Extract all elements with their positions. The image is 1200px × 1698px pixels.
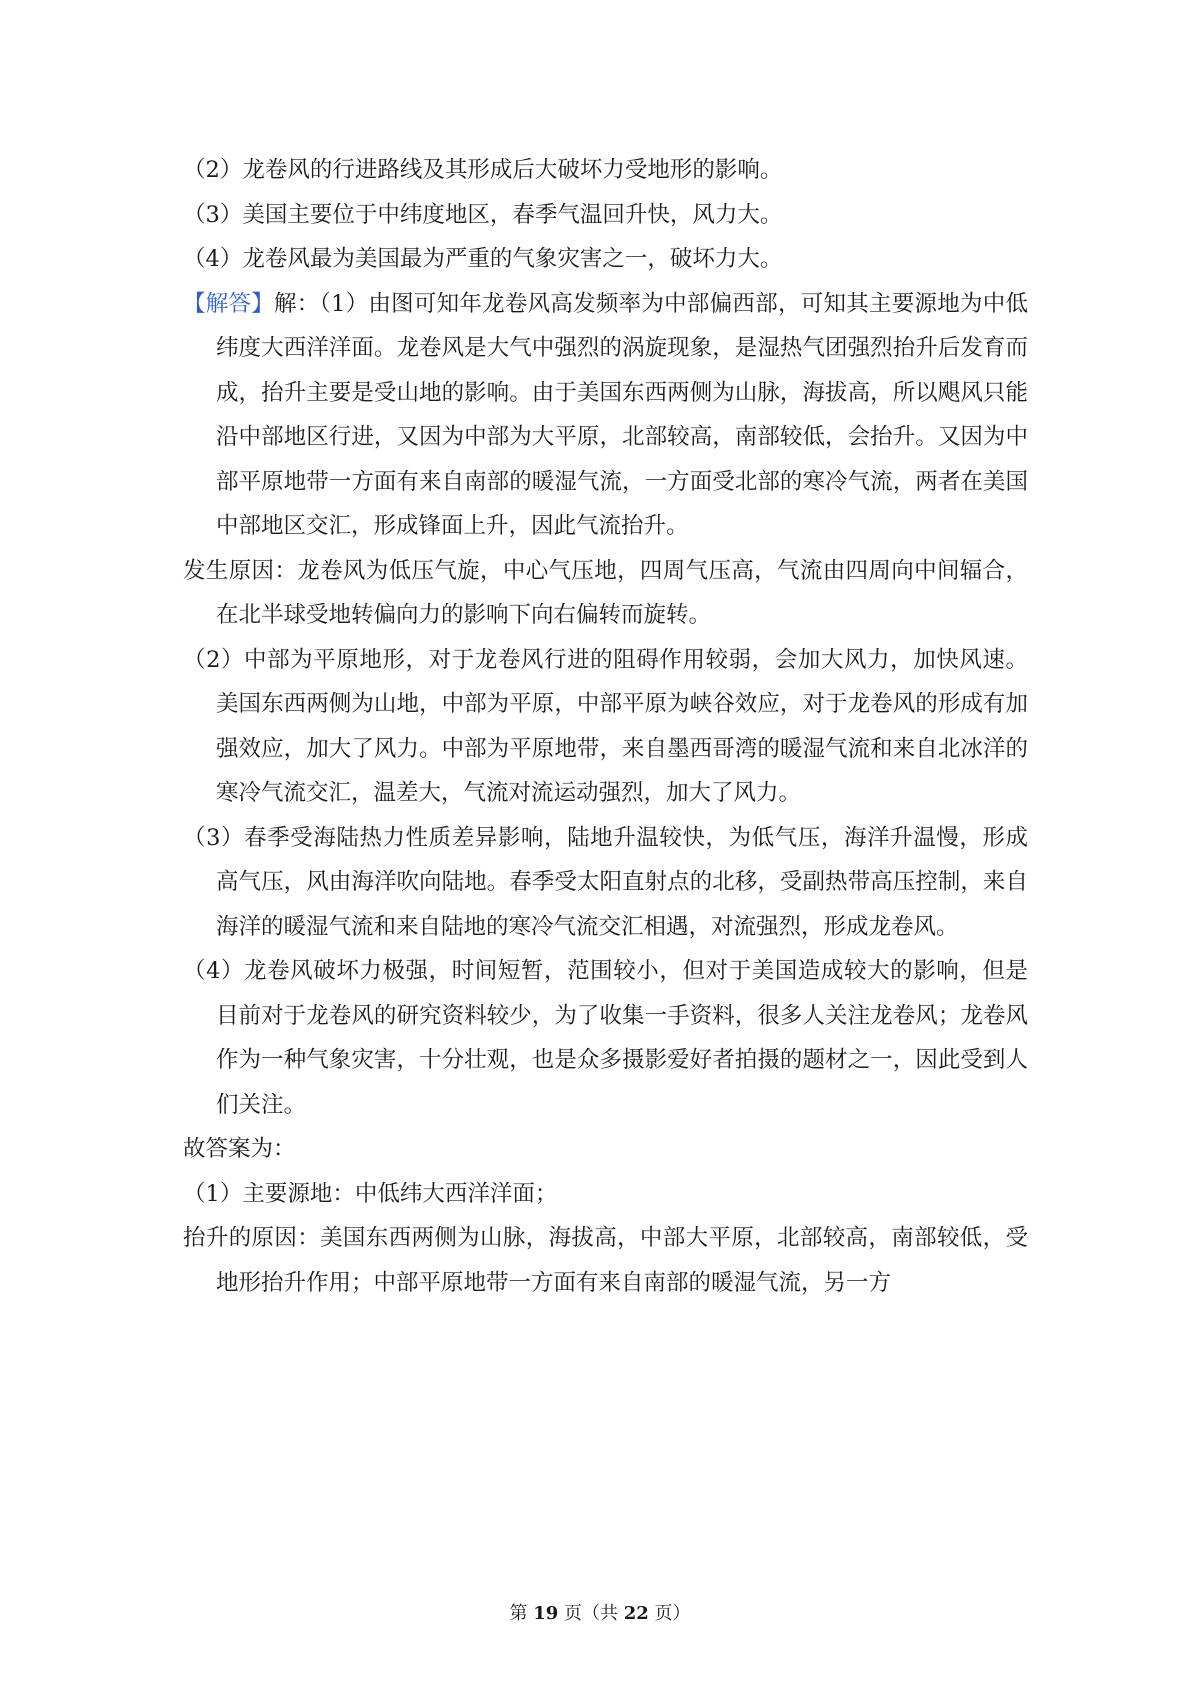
- footer-total-pages: 22: [623, 1603, 649, 1624]
- item-2-line: （2）龙卷风的行进路线及其形成后大破坏力受地形的影响。: [183, 157, 783, 183]
- conclusion-line: 故答案为：: [183, 1136, 296, 1162]
- answer-body: 解：（1）由图可知年龙卷风高发频率为中部偏西部，可知其主要源地为中低纬度大西洋洋面。龙卷风是大气中强烈的涡旋现象，是湿热气团强烈抬升后发育而成，抬升主要是受山地的影响。由于美国东西两侧为山脉，海拔高，所以飓风只能沿中部地区行进，又因为中部为大平原，北部较高，南部较低，会抬升。又因为中部平原地带一方面有来自南部的暖湿气流，一方面受北部的寒冷气流，两者在美国中部地区交汇，形成锋面上升，因此气流抬升。: [216, 290, 1028, 539]
- answer-paragraph: [183, 282, 1028, 549]
- document-body: [183, 148, 1028, 1305]
- footer-suffix: 页）: [654, 1603, 691, 1624]
- footer-middle: 页（共: [564, 1603, 618, 1624]
- item-3-line: （3）美国主要位于中纬度地区，春季气温回升快，风力大。: [183, 201, 783, 228]
- answer-4-paragraph: （4）龙卷风破坏力极强，时间短暂，范围较小，但对于美国造成较大的影响，但是目前对于龙卷风的研究资料较少，为了收集一手资料，很多人关注龙卷风；龙卷风作为一种气象灾害，十分壮观，也是众多摄影爱好者拍摄的题材之一，因此受到人们关注。: [183, 958, 1028, 1118]
- answer-2-paragraph: （2）中部为平原地形，对于龙卷风行进的阻碍作用较弱，会加大风力，加快风速。美国东西两侧为山地，中部为平原，中部平原为峡谷效应，对于龙卷风的形成有加强效应，加大了风力。中部为平原地带，来自墨西哥湾的暖湿气流和来自北冰洋的寒冷气流交汇，温差大，气流对流运动强烈，加大了风力。: [183, 646, 1028, 806]
- page-footer: [0, 1599, 1200, 1625]
- lift-reason-paragraph: 抬升的原因：美国东西两侧为山脉，海拔高，中部大平原，北部较高，南部较低，受地形抬升作用；中部平原地带一方面有来自南部的暖湿气流，另一方: [183, 1225, 1028, 1296]
- cause-paragraph: 发生原因：龙卷风为低压气旋，中心气压地，四周气压高，气流由四周向中间辐合，在北半球受地转偏向力的影响下向右偏转而旋转。: [183, 557, 1028, 628]
- footer-prefix: 第: [509, 1603, 528, 1624]
- final-answer-1: （1）主要源地：中低纬大西洋洋面；: [183, 1180, 558, 1207]
- item-4-line: （4）龙卷风最为美国最为严重的气象灾害之一，破坏力大。: [183, 246, 783, 272]
- answer-3-paragraph: （3）春季受海陆热力性质差异影响，陆地升温较快，为低气压，海洋升温慢，形成高气压，风由海洋吹向陆地。春季受太阳直射点的北移，受副热带高压控制，来自海洋的暖湿气流和来自陆地的寒冷气流交汇相遇，对流强烈，形成龙卷风。: [183, 824, 1028, 940]
- answer-tag: 【解答】: [183, 290, 275, 317]
- footer-page-number: 19: [533, 1603, 559, 1624]
